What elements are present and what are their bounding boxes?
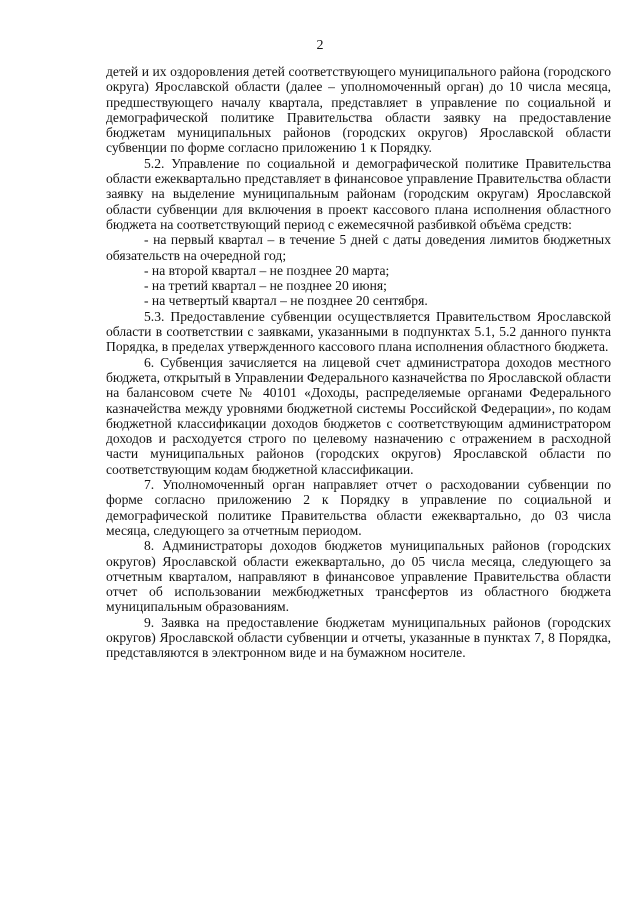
paragraph: - на четвертый квартал – не позднее 20 сентября.	[144, 293, 428, 309]
paragraph: 9. Заявка на предоставление бюджетам муниципальных районов (городских округов) Ярославской области субвенции и отчеты, указанные в пунктах 7, 8 Порядка, представляются в электронном виде и на бумажном носителе.	[106, 614, 611, 661]
paragraph: 5.2. Управление по социальной и демографической политике Правительства области ежеквартально представляет в финансовое управление Правительства области заявку на выделение муниципальным районам (городским округам) Ярославской области субвенции для включения в проект кассового плана исполнения областного бюджета на соответствующий период с ежемесячной разбивкой объёма средств:	[106, 155, 611, 232]
paragraph: - на второй квартал – не позднее 20 марта;	[144, 262, 390, 278]
paragraph: детей и их оздоровления детей соответствующего муниципального района (городского округа) Ярославской области (далее – уполномоченный орган) до 10 числа месяца, предшествующего началу квартала, представляет в управление по социальной и демографической политике Правительства области заявку на предоставление бюджетам муниципальных районов (городских округов) Ярославской области субвенции по форме согласно приложению 1 к Порядку.	[106, 64, 611, 156]
page-number: 2	[316, 38, 324, 53]
paragraph: 5.3. Предоставление субвенции осуществляется Правительством Ярославской области в соответствии с заявками, указанными в подпунктах 5.1, 5.2 данного пункта Порядка, в пределах утвержденного кассового плана исполнения областного бюджета.	[106, 308, 611, 355]
paragraph: - на третий квартал – не позднее 20 июня;	[144, 278, 387, 294]
paragraph: 6. Субвенция зачисляется на лицевой счет администратора доходов местного бюджета, открытый в Управлении Федерального казначейства по Ярославской области на балансовом счете № 40101 «Доходы, распределяемые органами Федерального казначейства между уровнями бюджетной системы Российской Федерации», по кодам бюджетной классификации доходов бюджетов с соответствующим администратором доходов и расходуется строго по целевому назначению с отражением в расходной части муниципальных районов (городских округов) Ярославской области по соответствующим кодам бюджетной классификации.	[106, 354, 611, 477]
paragraph: 8. Администраторы доходов бюджетов муниципальных районов (городских округов) Ярославской области ежеквартально, до 05 числа месяца, следующего за отчетным кварталом, направляют в финансовое управление Правительства области отчет об использовании межбюджетных трансфертов из областного бюджета муниципальным образованиям.	[106, 538, 611, 615]
paragraph: - на первый квартал – в течение 5 дней с даты доведения лимитов бюджетных обязательств на очередной год;	[106, 232, 611, 263]
paragraph: 7. Уполномоченный орган направляет отчет о расходовании субвенции по форме согласно приложению 2 к Порядку в управление по социальной и демографической политике Правительства области ежеквартально, до 03 числа месяца, следующего за отчетным периодом.	[106, 477, 611, 538]
document-body	[106, 64, 611, 661]
